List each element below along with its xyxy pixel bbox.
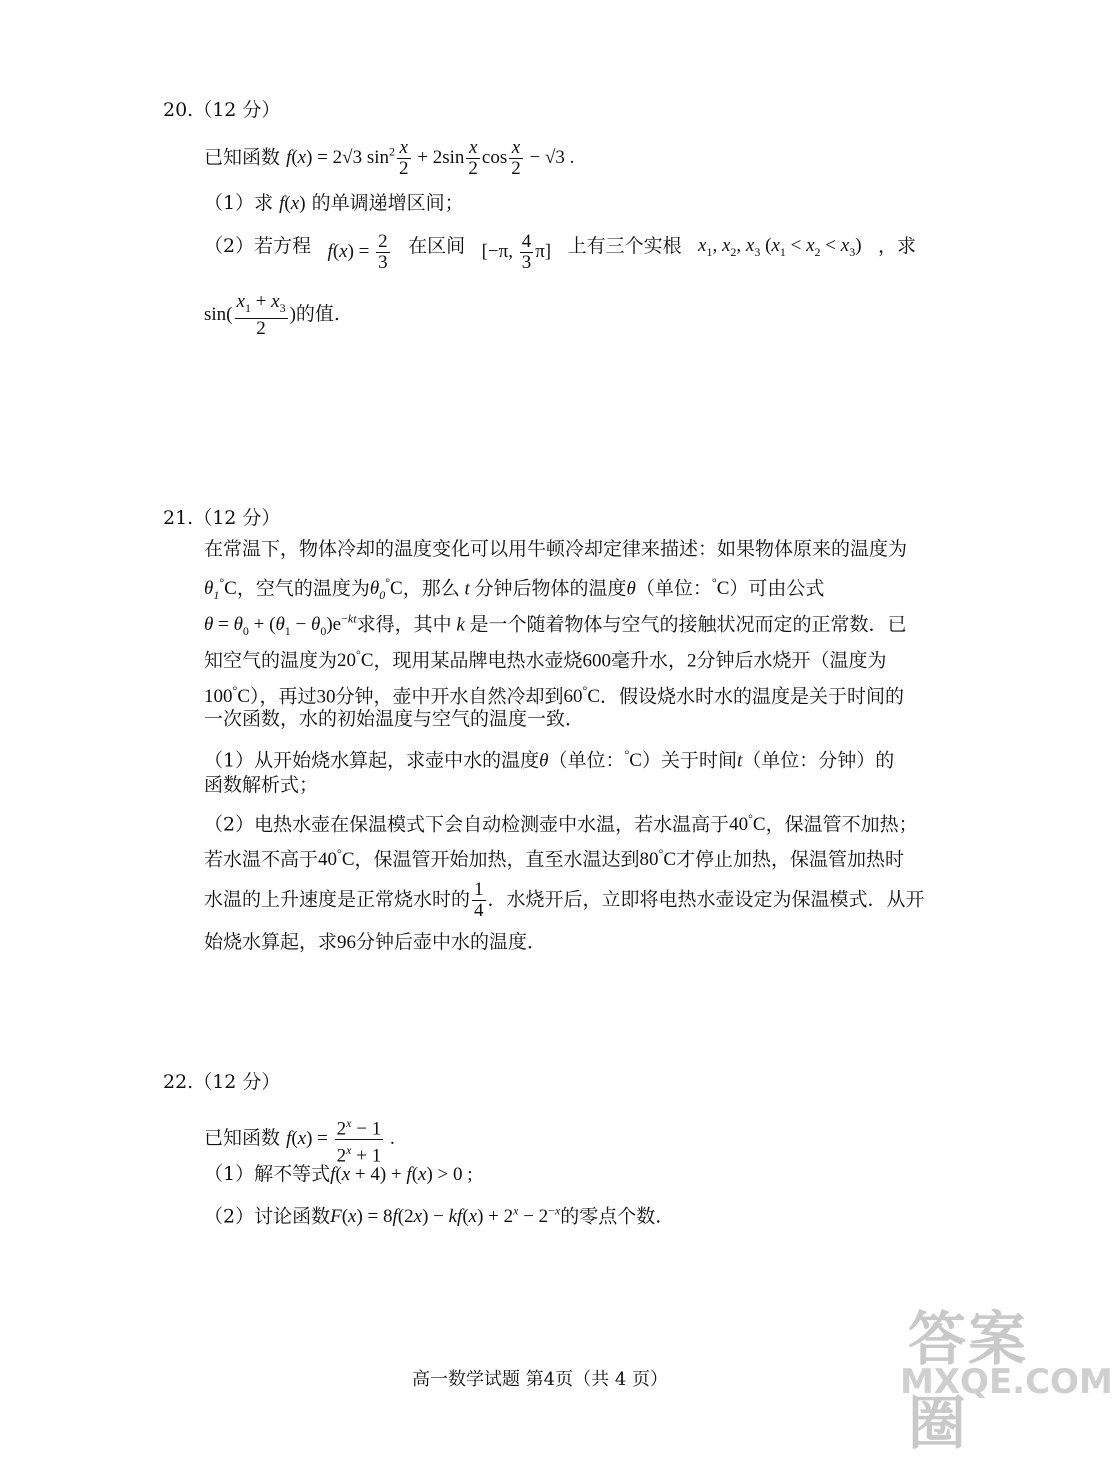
- q20-part1-label: （1）求: [204, 192, 274, 214]
- q21-line-5: 100°C），再过30分钟，壶中开水自然冷却到60°C．假设烧水时水的温度是关于时间的: [204, 684, 905, 708]
- q21-l7b: （单位：: [548, 749, 625, 772]
- q21-l2c: 分钟后物体的温度: [474, 577, 627, 600]
- q21-l7d: （单位：分钟）的: [742, 749, 895, 772]
- q21-l4c: 毫升水，: [611, 649, 688, 672]
- q21-l10c: 才停止加热，保温管加热时: [676, 848, 905, 871]
- page-footer: 高一数学试题 第4页（共 4 页）: [411, 1369, 669, 1390]
- q22-points: （12 分）: [193, 1071, 281, 1093]
- watermark-logo: [900, 1292, 1113, 1457]
- q20-part2-label: （2）若方程: [204, 235, 312, 257]
- q21-line-2: $\theta_1^\circ C$，空气的温度为$\theta_0^\circ C$，那么 t 分钟后物体的温度θ（单位：°C）可由公式: [204, 576, 825, 603]
- watermark-line-1: 答案圈: [908, 1305, 1029, 1457]
- q22-part1: [204, 1160, 473, 1189]
- q20-part2-cont: [204, 292, 340, 339]
- q21-l12b: 分钟后壶中水的温度．: [356, 931, 547, 953]
- q21-total-minutes: 96: [337, 932, 357, 953]
- q21-header: [163, 504, 280, 532]
- q21-line-4: 知空气的温度为20°C，现用某品牌电热水壶烧600毫升水，2分钟后水烧开（温度为: [204, 648, 887, 672]
- q21-l5b: 分钟，壶中开水自然冷却到: [335, 685, 564, 708]
- q21-l7c: ）关于时间: [641, 749, 737, 772]
- q20-part2: [204, 232, 916, 273]
- q20-sin-expr: sin( $\frac{x_1 + x_3}{2}$ ): [204, 291, 296, 339]
- q22-formula: f(x) = $\frac{2^x - 1}{2^x + 1}$ .: [286, 1128, 395, 1149]
- q20-part1: [204, 189, 464, 218]
- q21-l2a: ，空气的温度为: [236, 577, 370, 600]
- q21-l11b: ．水烧开后，立即将电热水壶设定为保温模式．从开: [487, 888, 925, 911]
- q20-formula: f(x) = 2√3 $\sin^2$ $\frac{x}{2}$ + 2sin $\frac{x}{2}$ cos $\frac{x}{2}$ − √3 .: [286, 137, 575, 180]
- q21-volume: 600: [582, 650, 612, 672]
- q21-l4a: 知空气的温度为: [204, 649, 338, 672]
- q21-l10a: 若水温不高于: [204, 848, 319, 871]
- q20-part1-fx: f(x): [279, 193, 306, 214]
- q21-l11a: 水温的上升速度是正常烧水时的: [204, 888, 471, 911]
- q20-function-line: [204, 138, 574, 179]
- q20-intro-text: 已知函数: [204, 146, 281, 169]
- watermark-line-2: MXQE.COM: [900, 1362, 1113, 1402]
- q21-l2d: （单位：: [635, 577, 712, 600]
- q22-function-line: [204, 1113, 395, 1167]
- q20-part2-equation: f(x) = $\frac{2}{3}$: [327, 231, 388, 273]
- q21-line-3: $\theta = \theta_0 + (\theta_1 - \theta_0)e^{-kt}$求得，其中 k 是一个随着物体与空气的接触状况而定的正常数．已: [204, 612, 907, 639]
- q21-line-11: 水温的上升速度是正常烧水时的 $\frac{1}{4}$ ．水烧开后，立即将电热水壶设定为保温模式．从开: [204, 879, 925, 921]
- q21-line-9: （2）电热水壶在保温模式下会自动检测壶中水温，若水温高于40°C，保温管不加热；: [204, 812, 918, 836]
- q22-part2-label: （2）讨论函数: [204, 1205, 331, 1228]
- q22-part2: [204, 1197, 661, 1231]
- q21-l12a: 始烧水算起，求: [204, 931, 338, 953]
- q20-part2-interval: [−π, $\frac{4}{3}$ π]: [481, 231, 552, 273]
- q20-part2-ask: ，求: [877, 235, 916, 257]
- q20-part2-roots: $x_1$, $x_2$, $x_3$ $(x_1 < x_2 < x_3)$: [698, 235, 862, 259]
- q21-line-6: 一次函数，水的初始温度与空气的温度一致．: [204, 708, 585, 730]
- q21-line-8: 函数解析式；: [204, 774, 319, 796]
- q21-line-1: 在常温下，物体冷却的温度变化可以用牛顿冷却定律来描述：如果物体原来的温度为: [204, 538, 908, 560]
- q21-l2b: ，那么: [402, 577, 460, 600]
- q21-l4b: ，现用某品牌电热水壶烧: [373, 649, 583, 672]
- q22-part1-label: （1）解不等式: [204, 1163, 331, 1185]
- q21-l9a: （2）电热水壶在保温模式下会自动检测壶中水温，若水温高于: [204, 813, 730, 836]
- q20-part1-text: 的单调递增区间；: [311, 192, 464, 214]
- q21-points: （12 分）: [193, 507, 281, 529]
- q21-l3b: 是一个随着物体与空气的接触状况而定的正常数．已: [469, 613, 907, 636]
- q21-newton-formula: $\theta = \theta_0 + (\theta_1 - \theta_0)e^{-kt}$: [204, 612, 357, 639]
- q21-l4d: 分钟后水烧开（温度为: [696, 649, 887, 672]
- q21-l5a: ），再过: [250, 685, 317, 708]
- q20-part2-roots-text: 上有三个实根: [567, 235, 682, 257]
- q21-l10b: ，保温管开始加热，直至水温达到: [354, 848, 640, 871]
- q20-part2-interval-text: 在区间: [408, 235, 466, 257]
- q22-F-formula: $F(x) = 8f(2x) - kf(x) + 2^x - 2^{-x}$: [330, 1204, 561, 1228]
- q21-l9b: ，保温管不加热；: [765, 813, 918, 836]
- q22-number: 22.: [163, 1071, 194, 1093]
- q20-points: （12 分）: [193, 99, 281, 121]
- q21-l7a: （1）从开始烧水算起，求壶中水的温度: [204, 749, 540, 772]
- q21-boil-minutes: 2: [687, 650, 697, 672]
- q21-line-10: 若水温不高于40°C，保温管开始加热，直至水温达到80°C才停止加热，保温管加热时: [204, 847, 905, 871]
- q21-number: 21.: [163, 507, 194, 529]
- q20-number: 20.: [163, 99, 194, 121]
- q22-intro-text: 已知函数: [204, 1127, 281, 1150]
- q21-l5c: ．假设烧水时水的温度是关于时间的: [600, 685, 905, 708]
- q21-line-12: [204, 928, 546, 957]
- q22-part2-text: 的零点个数.: [560, 1205, 662, 1228]
- q20-header: [163, 96, 280, 124]
- q21-l2e: ）可由公式: [729, 577, 825, 600]
- q20-part2-end: 的值.: [295, 302, 340, 325]
- q21-line-7: （1）从开始烧水算起，求壶中水的温度θ（单位：°C）关于时间t（单位：分钟）的: [204, 748, 895, 772]
- q22-inequality: f(x + 4) + f(x) > 0 ;: [330, 1164, 473, 1185]
- q21-l3a: 求得，其中: [356, 613, 452, 636]
- q21-cool-minutes: 30: [316, 686, 336, 708]
- q22-header: [163, 1068, 280, 1096]
